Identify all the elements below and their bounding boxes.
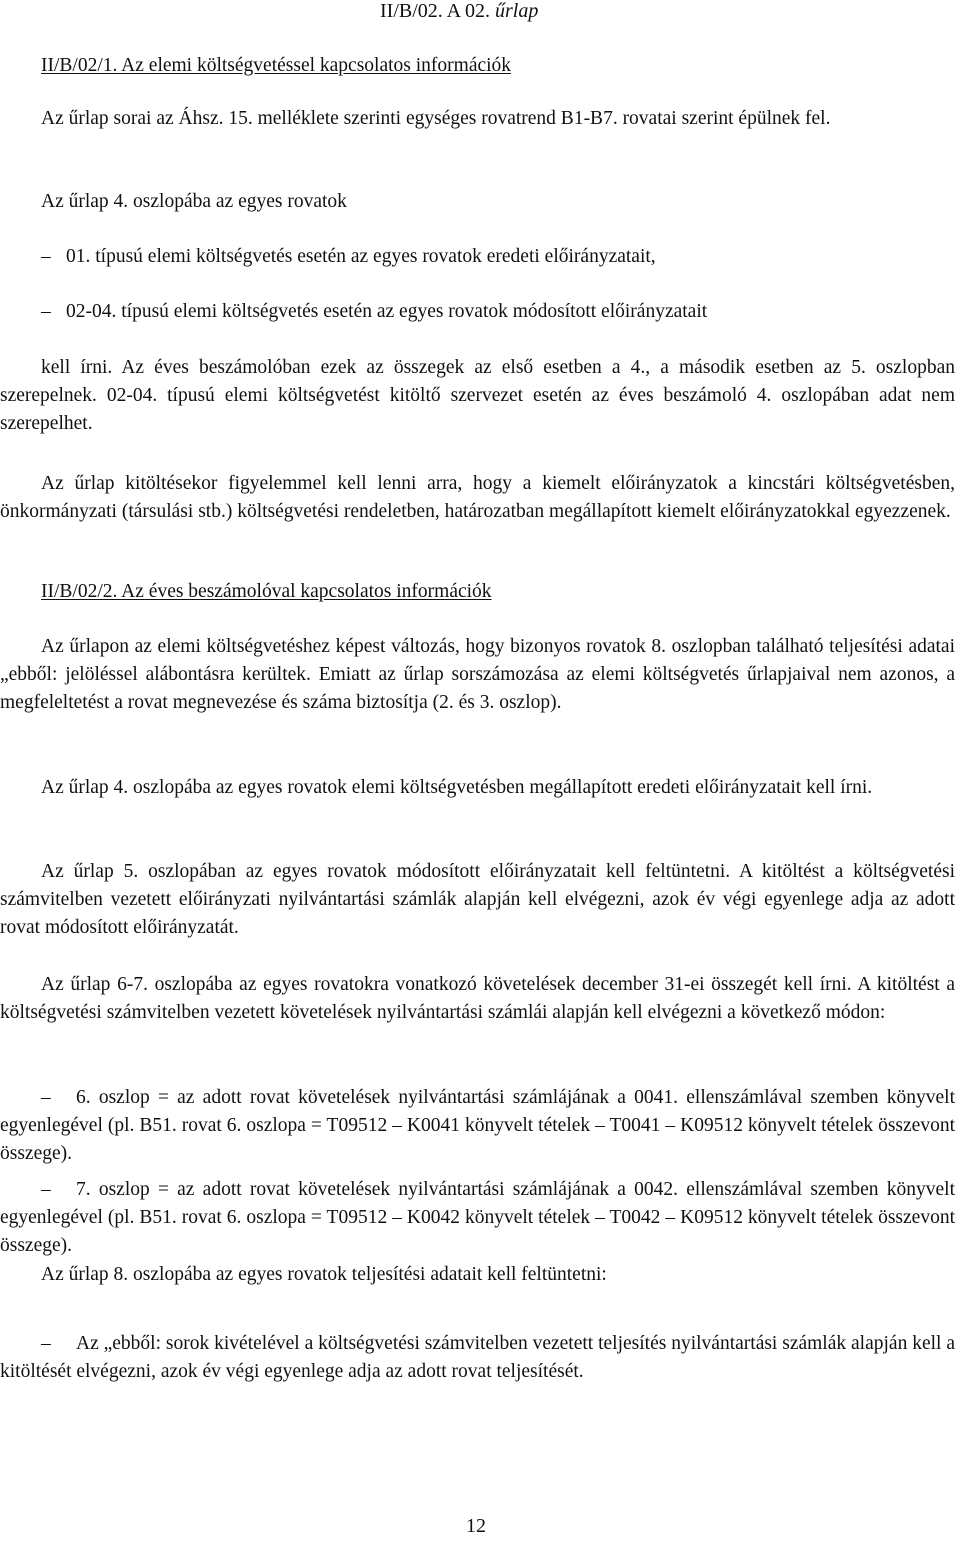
dash-marker: – [41, 1179, 51, 1200]
dash-marker: – [41, 1087, 51, 1108]
dash-marker: – [41, 1333, 51, 1354]
list-item-column-7: – 7. oszlop = az adott rovat követelések nyilvántartási számlájának a 0042. ellenszámlával szemben könyvelt egyenlegével (pl. B51. rovat 6. oszlopa = T09512 – K0042 könyvelt tételek – T0042 – K09512 könyvelt tételek összevont összege). [0, 1176, 955, 1260]
section-2-paragraph-2: Az űrlap 4. oszlopába az egyes rovatok elemi költségvetésben megállapított eredeti előirányzatait kell írni. [41, 777, 873, 798]
section-2-title: II/B/02/2. Az éves beszámolóval kapcsolatos információk [41, 581, 492, 602]
section-2-paragraph-1: Az űrlapon az elemi költségvetéshez képest változás, hogy bizonyos rovatok 8. oszlopban található teljesítési adatai „ebből: jelöléssel alábontásra kerültek. Emiatt az űrlap sorszámozása az elemi költségvetés űrlapjaival nem azonos, a megfeleltetést a rovat megnevezése és száma biztosítja (2. és 3. oszlop). [0, 636, 955, 713]
section-1-paragraph-4: Az űrlap kitöltésekor figyelemmel kell lenni arra, hogy a kiemelt előirányzatok a kincstári költségvetésben, önkormányzati (társulási stb.) költségvetési rendeletben, határozatban megállapított kiemelt előirányzatokkal egyezzenek. [0, 473, 955, 522]
list-item-column-8: – Az „ebből: sorok kivételével a költségvetési számvitelben vezetett teljesítés nyilvántartási számlák alapján kell a kitöltését elvégezni, azok év végi egyenlege adja az adott rovat teljesítését. [0, 1330, 955, 1386]
section-1-paragraph-2: Az űrlap 4. oszlopába az egyes rovatok [41, 191, 347, 212]
dash-marker: – [41, 301, 51, 322]
section-2-paragraph-5: Az űrlap 8. oszlopába az egyes rovatok teljesítési adatait kell feltüntetni: [41, 1264, 607, 1285]
dash-marker: – [41, 246, 51, 267]
list-item-column-6: – 6. oszlop = az adott rovat követelések nyilvántartási számlájának a 0041. ellenszámlával szemben könyvelt egyenlegével (pl. B51. rovat 6. oszlopa = T09512 – K0041 könyvelt tételek – T0041 – K09512 könyvelt tételek összevont összege). [0, 1084, 955, 1168]
section-1-paragraph-3: kell írni. Az éves beszámolóban ezek az összegek az első esetben a 4., a második esetben az 5. oszlopban szerepelnek. 02-04. típusú elemi költségvetést kitöltő szervezet esetén az éves beszámoló 4. oszlopában adat nem szerepelhet. [0, 357, 955, 434]
section-2-paragraph-3: Az űrlap 5. oszlopában az egyes rovatok módosított előirányzatait kell feltüntetni. A kitöltést a költségvetési számvitelben vezetett előirányzati nyilvántartási számlák alapján kell elvégezni, azok év végi egyenlege adja az adott rovat módosított előirányzatát. [0, 861, 955, 938]
page-number: 12 [466, 1515, 486, 1537]
section-1-paragraph-1: Az űrlap sorai az Áhsz. 15. melléklete szerinti egységes rovatrend B1-B7. rovatai szerint épülnek fel. [41, 108, 831, 129]
section-1-title: II/B/02/1. Az elemi költségvetéssel kapcsolatos információk [41, 55, 512, 76]
list-item-01: – 01. típusú elemi költségvetés esetén az egyes rovatok eredeti előirányzatait, [41, 243, 656, 271]
page-header: II/B/02. A 02. űrlap [380, 0, 539, 22]
section-2-paragraph-4: Az űrlap 6-7. oszlopába az egyes rovatokra vonatkozó követelések december 31-ei összegét kell írni. A kitöltést a költségvetési számvitelben vezetett követelések nyilvántartási számlái alapján kell elvégezni a következő módon: [0, 974, 955, 1023]
list-item-02-04: – 02-04. típusú elemi költségvetés esetén az egyes rovatok módosított előirányzatait [41, 298, 707, 326]
